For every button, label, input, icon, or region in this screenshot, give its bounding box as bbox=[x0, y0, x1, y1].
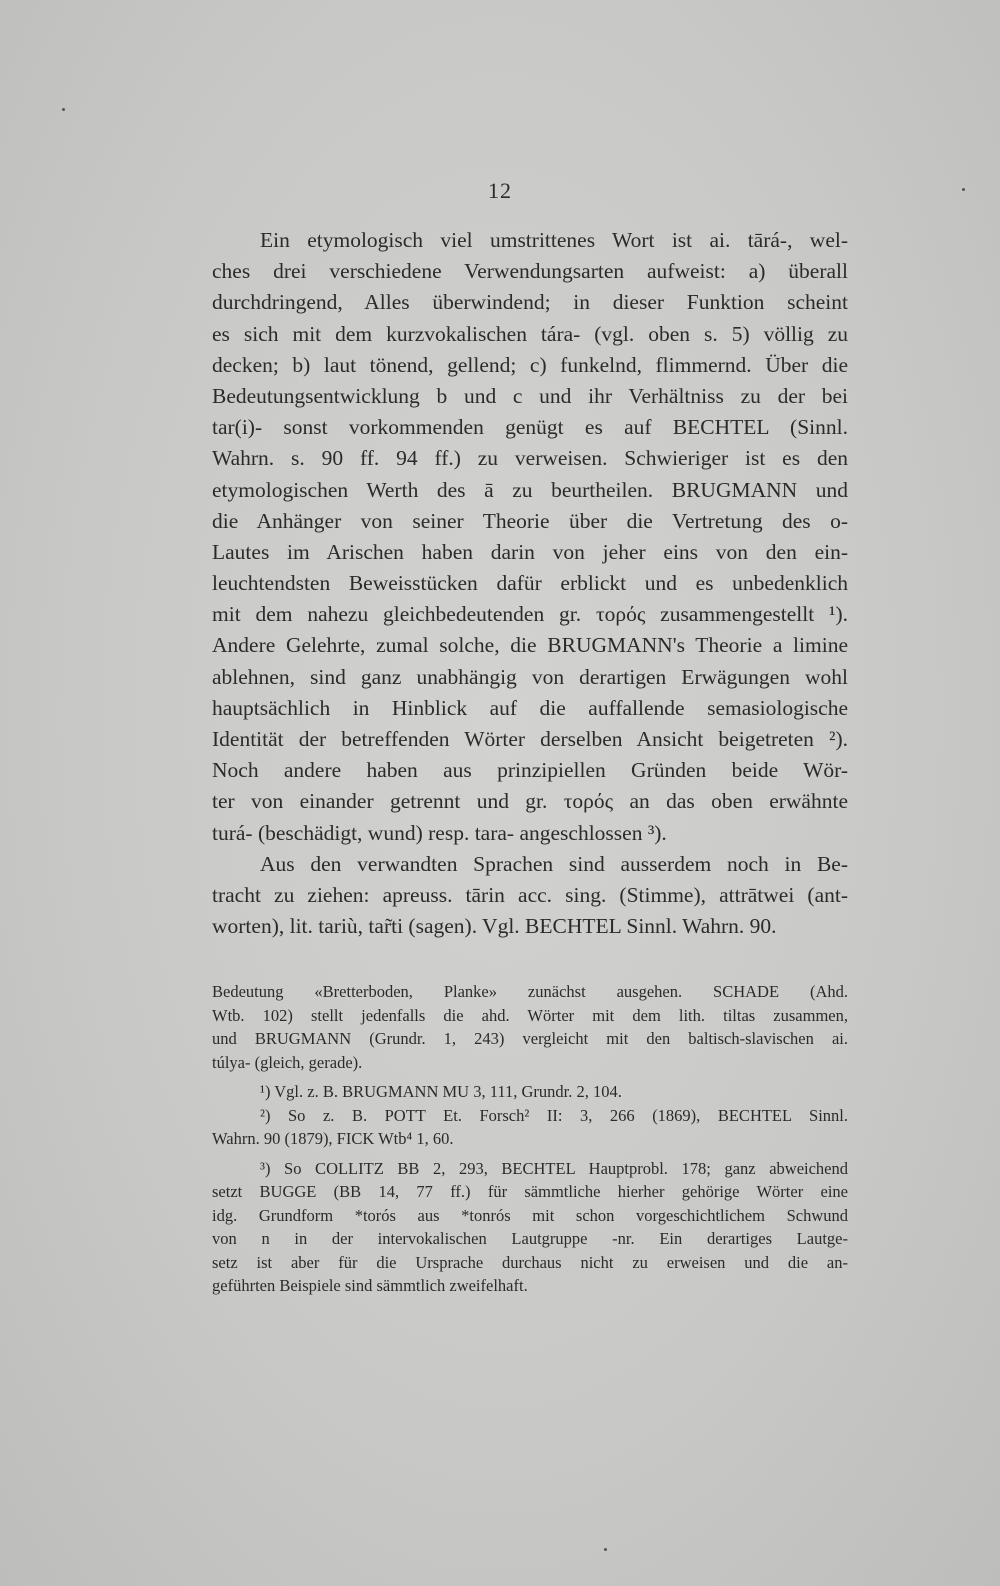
text-line: ablehnen, sind ganz unabhängig von derartigen Erwägungen wohl bbox=[212, 664, 848, 689]
footnote-line: túlya- (gleich, gerade). bbox=[212, 1052, 363, 1072]
text-line: durchdringend, Alles überwindend; in dieser Funktion scheint bbox=[212, 290, 848, 315]
text-line: tar(i)- sonst vorkommenden genügt es auf BECHTEL (Sinnl. bbox=[212, 415, 848, 440]
page-number: 12 bbox=[488, 178, 512, 203]
text-line: Bedeutungsentwicklung b und c und ihr Verhältniss zu der bei bbox=[212, 383, 848, 408]
footnotes bbox=[212, 980, 848, 1298]
footnote-line: ²) So z. B. POTT Et. Forsch² II: 3, 266 (1869), BECHTEL Sinnl. bbox=[260, 1105, 848, 1125]
text-line: es sich mit dem kurzvokalischen tára- (vgl. oben s. 5) völlig zu bbox=[212, 321, 848, 346]
text-line: Lautes im Arischen haben darin von jeher eins von den ein- bbox=[212, 539, 848, 564]
footnote-line: idg. Grundform *torós aus *tonrós mit schon vorgeschichtlichem Schwund bbox=[212, 1205, 848, 1225]
text-line: ter von einander getrennt und gr. τορός an das oben erwähnte bbox=[212, 789, 848, 814]
text-line: Ein etymologisch viel umstrittenes Wort ist ai. tārá-, wel- bbox=[260, 228, 848, 252]
main-text bbox=[212, 225, 848, 942]
footnote-line: geführten Beispiele sind sämmtlich zweifelhaft. bbox=[212, 1276, 528, 1295]
text-line: worten), lit. tariù, tar̃ti (sagen). Vgl. BECHTEL Sinnl. Wahrn. 90. bbox=[212, 914, 777, 939]
footnote-line: Wtb. 102) stellt jedenfalls die ahd. Wörter mit dem lith. tiltas zusammen, bbox=[212, 1005, 848, 1025]
text-line: decken; b) laut tönend, gellend; c) funkelnd, flimmernd. Über die bbox=[212, 352, 848, 377]
paper-speck bbox=[962, 188, 965, 191]
text-line: leuchtendsten Beweisstücken dafür erblickt und es unbedenklich bbox=[212, 571, 848, 596]
footnote-line: ¹) Vgl. z. B. BRUGMANN MU 3, 111, Grundr. 2, 104. bbox=[260, 1082, 622, 1101]
paper-speck bbox=[62, 108, 65, 111]
text-line: Wahrn. s. 90 ff. 94 ff.) zu verweisen. Schwieriger ist es den bbox=[212, 446, 848, 471]
text-line: die Anhänger von seiner Theorie über die Vertretung des o- bbox=[212, 508, 848, 533]
footnote-line: von n in der intervokalischen Lautgruppe -nr. Ein derartiges Lautge- bbox=[212, 1229, 848, 1248]
text-line: Identität der betreffenden Wörter derselben Ansicht beigetreten ²). bbox=[212, 727, 848, 751]
text-line: mit dem nahezu gleichbedeutenden gr. τορός zusammengestellt ¹). bbox=[212, 602, 848, 627]
text-line: ches drei verschiedene Verwendungsarten aufweist: a) überall bbox=[212, 259, 848, 284]
footnote-line: Bedeutung «Bretterboden, Planke» zunächst ausgehen. SCHADE (Ahd. bbox=[212, 982, 848, 1001]
footnote-line: Wahrn. 90 (1879), FICK Wtb⁴ 1, 60. bbox=[212, 1129, 454, 1148]
footnote-line: ³) So COLLITZ BB 2, 293, BECHTEL Hauptprobl. 178; ganz abweichend bbox=[260, 1158, 848, 1178]
text-line: Aus den verwandten Sprachen sind ausserdem noch in Be- bbox=[260, 851, 848, 876]
footnote-line: und BRUGMANN (Grundr. 1, 243) vergleicht mit den baltisch-slavischen ai. bbox=[212, 1029, 848, 1048]
text-line: Andere Gelehrte, zumal solche, die BRUGMANN's Theorie a limine bbox=[212, 633, 848, 658]
footnote-line: setz ist aber für die Ursprache durchaus nicht zu erweisen und die an- bbox=[212, 1252, 848, 1272]
text-line: Noch andere haben aus prinzipiellen Gründen beide Wör- bbox=[212, 758, 848, 783]
text-line: turá- (beschädigt, wund) resp. tara- angeschlossen ³). bbox=[212, 820, 667, 845]
footnote-line: setzt BUGGE (BB 14, 77 ff.) für sämmtliche hierher gehörige Wörter eine bbox=[212, 1182, 848, 1201]
text-line: tracht zu ziehen: apreuss. tārin acc. sing. (Stimme), attrātwei (ant- bbox=[212, 882, 848, 907]
text-line: hauptsächlich in Hinblick auf die auffallende semasiologische bbox=[212, 695, 848, 720]
text-line: etymologischen Werth des ā zu beurtheilen. BRUGMANN und bbox=[212, 477, 848, 502]
paper-speck bbox=[604, 1548, 607, 1551]
